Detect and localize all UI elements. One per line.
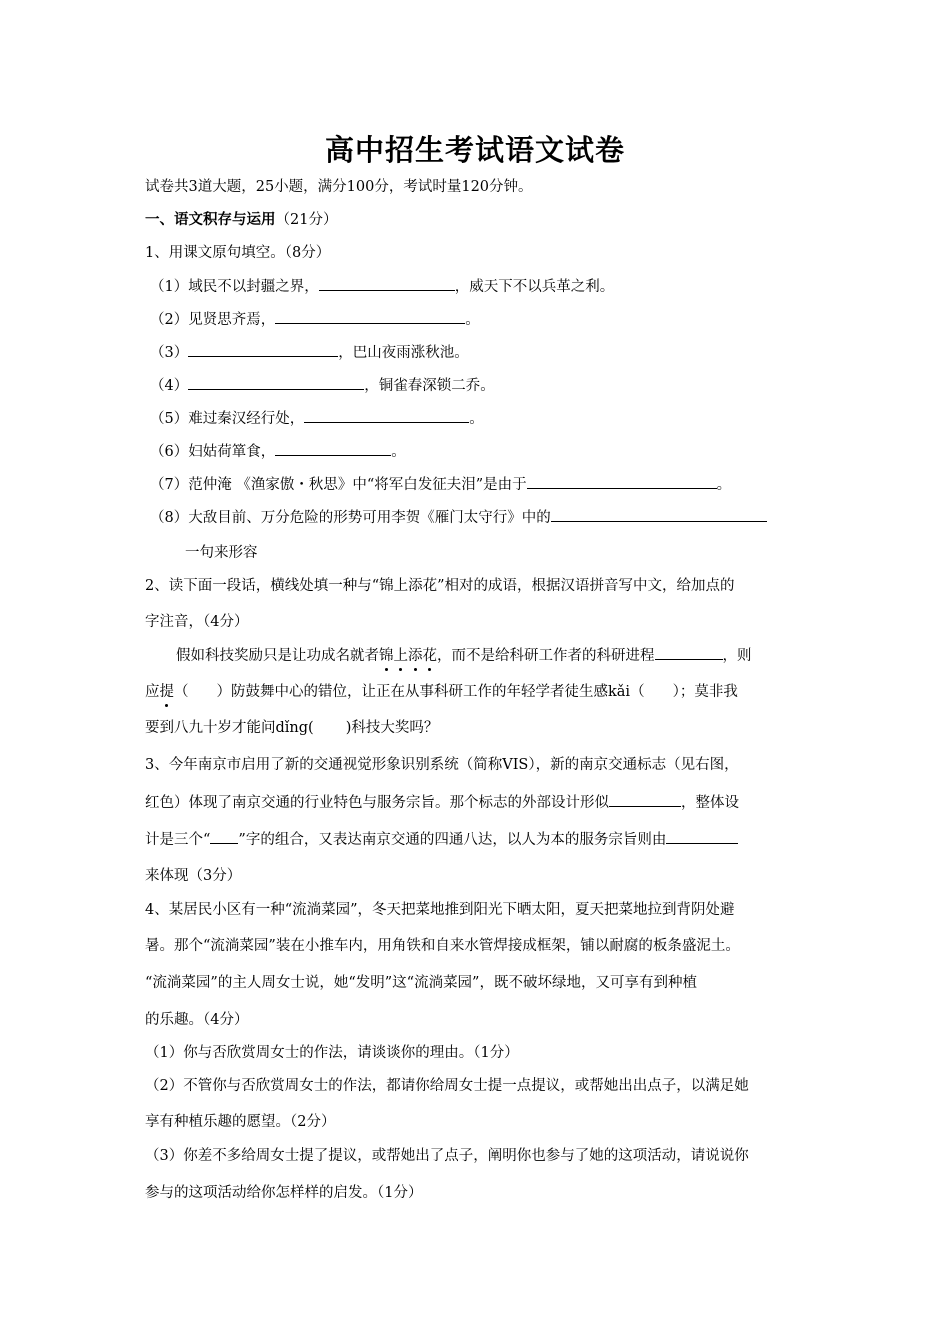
pinyin-text: dǐng [275,720,309,736]
item-text: 。 [465,312,480,328]
pinyin-text: kǎi [608,684,631,700]
question-4-subquestion: （1）你与否欣赏周女士的作法，请谈谈你的理由。（1分） [145,1045,519,1061]
question-1-item [150,276,614,297]
answer-blank[interactable] [666,829,738,844]
answer-blank[interactable] [609,792,681,807]
item-text: 妇姑荷箪食， [188,444,276,460]
passage-text: （ [174,684,189,700]
question-1-item [150,441,406,462]
passage-text: ，而不是给科研工作者的科研进程 [437,648,655,664]
question-4-line: 的乐趣。（4分） [145,1012,249,1028]
passage-text: ，则 [722,648,752,664]
section-heading [145,210,337,230]
passage-text: 要到八九十岁才能问 [145,720,276,736]
answer-blank[interactable] [275,309,465,324]
question-1-item [150,507,767,528]
item-text: 。 [469,411,484,427]
answer-blank[interactable] [188,342,338,357]
passage-text: 应 [145,684,160,700]
item-text: 。 [716,477,732,493]
question-1-item [150,342,469,363]
item-number: （4） [150,378,189,394]
question-1-stem: 1、用课文原句填空。（8分） [145,245,331,261]
exam-intro: 试卷共3道大题，25小题，满分100分，考试时量120分钟。 [145,179,533,195]
dotted-character: 添 [408,648,423,664]
question-1-item [150,474,731,495]
question-4-subquestion-cont: 享有种植乐趣的愿望。（2分） [145,1114,336,1130]
question-1-item [150,309,480,330]
question-2-stem-cont: 字注音，（4分） [145,614,249,630]
answer-blank[interactable] [210,829,238,844]
question-2-stem: 2、读下面一段话，横线处填一种与“锦上添花”相对的成语，根据汉语拼音写中文，给加点的 [145,578,735,594]
question-3-line [145,829,738,850]
question-4-line: 4、某居民小区有一种“流淌菜园”，冬天把菜地推到阳光下晒太阳，夏天把菜地拉到背阴处避 [145,902,735,918]
item-number: （1） [150,279,189,295]
passage-text: 假如科技奖励只是让功成名就者 [176,648,379,664]
item-number: （6） [150,444,189,460]
question-4-subquestion-cont: 参与的这项活动给你怎样样的启发。（1分） [145,1185,423,1201]
answer-blank[interactable] [304,408,469,423]
dotted-character: 花 [422,648,437,664]
item-number: （7） [150,477,189,493]
passage-text: )科技大奖吗？ [345,720,439,736]
dotted-character: 锦 [379,648,394,664]
item-text: 域民不以封疆之界， [188,279,319,295]
section-title: 一、语文积存与运用 [145,211,276,228]
question-1-item8-continuation: 一句来形容 [185,545,258,561]
item-text: 范仲淹 《渔家傲・秋思》中“将军白发征夫泪”是由于 [188,477,527,493]
item-number: （5） [150,411,189,427]
passage-text: （ [630,684,645,700]
answer-blank[interactable] [551,507,767,522]
passage-text: ( [308,720,314,736]
question-2-passage-line [145,682,738,702]
item-number: （3） [150,345,189,361]
item-text: 见贤思齐焉， [188,312,276,328]
dotted-character: 上 [393,648,408,664]
question-4-subquestion: （3）你差不多给周女士提了提议，或帮她出了点子，阐明你也参与了她的这项活动，请说说你 [145,1148,749,1164]
question-3-line: 3、今年南京市启用了新的交通视觉形象识别系统（简称VIS），新的南京交通标志（见右图， [145,757,739,773]
question-3-line [145,792,739,813]
question-4-line: “流淌菜园”的主人周女士说，她“发明”这“流淌菜园”，既不破坏绿地，又可享有到种植 [145,975,697,991]
item-text: 大敌目前、万分危险的形势可用李贺《雁门太守行》中的 [188,510,551,526]
question-text: ”字的组合，又表达南京交通的四通八达，以人为本的服务宗旨则由 [238,832,667,848]
question-3-line: 来体现（3分） [145,868,242,884]
item-number: （2） [150,312,189,328]
dotted-character: 提 [159,684,174,700]
question-text: ，整体设 [681,795,739,811]
page-title: 高中招生考试语文试卷 [324,133,625,167]
answer-blank[interactable] [275,441,391,456]
question-4-subquestion: （2）不管你与否欣赏周女士的作法，都请你给周女士提一点提议，或帮她出出点子，以满足她 [145,1078,749,1094]
question-2-passage-line [176,645,752,666]
item-text: ，威天下不以兵革之利。 [454,279,615,295]
section-score: （21分） [275,212,338,228]
question-1-item [150,375,495,396]
passage-text: ）防鼓舞中心的错位，让正在从事科研工作的年轻学者徒生感 [216,684,608,700]
question-1-item [150,408,484,429]
item-text: 。 [391,444,406,460]
question-text: 红色）体现了南京交通的行业特色与服务宗旨。那个标志的外部设计形似 [145,795,609,811]
item-text: ，铜雀春深锁二乔。 [364,378,495,394]
idiom-blank[interactable] [655,645,723,660]
question-text: 计是三个“ [145,832,211,848]
question-4-line: 暑。那个“流淌菜园”装在小推车内，用角铁和自来水管焊接成框架，铺以耐腐的板条盛泥土。 [145,938,740,954]
question-2-passage-line [145,718,438,738]
item-number: （8） [150,510,189,526]
item-text: ，巴山夜雨涨秋池。 [338,345,469,361]
passage-text: ）；莫非我 [672,684,738,700]
answer-blank[interactable] [188,375,364,390]
answer-blank[interactable] [319,276,455,291]
item-text: 难过秦汉经行处， [188,411,305,427]
answer-blank[interactable] [527,474,717,489]
